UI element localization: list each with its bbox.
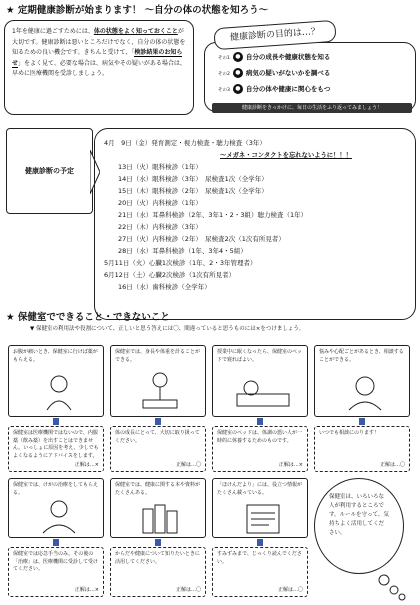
schedule-row: 20日（火）内科検診（1年） — [118, 199, 202, 207]
newsletter-icon — [243, 503, 283, 535]
bullet-icon: ● — [233, 84, 243, 94]
question-text: 「ほけんだより」には、役立つ情報がたくさん載っている。 — [217, 482, 303, 496]
arrow-down-icon — [257, 539, 263, 546]
goal-item — [218, 68, 330, 78]
answer-result: 正解は…× — [278, 461, 303, 468]
goal-text: 自分の体や健康に関心をもつ — [245, 85, 331, 93]
speech-bubble — [314, 478, 404, 574]
answer-result: 正解は…〇 — [175, 461, 201, 468]
goal-num: その2 — [218, 72, 230, 77]
schedule-row: 13日（火）眼科検診（1年） — [118, 163, 202, 171]
bullet-icon: ● — [233, 52, 243, 62]
arrow-down-icon — [257, 418, 263, 425]
answer-text: からだや健康について知りたいときに活用してください。 — [115, 551, 200, 565]
answer-result: 正解は…〇 — [379, 461, 405, 468]
answer-card — [8, 547, 104, 597]
question-card — [212, 478, 308, 538]
schedule-row: 5月11日（火）心臓1次検診（1年、2・3年管理者） — [104, 259, 257, 267]
question-text: 保健室では、健康に関する本や資料がたくさんある。 — [115, 482, 201, 496]
bubble-tail-icon — [378, 574, 408, 602]
books-icon — [137, 501, 185, 535]
answer-text: 保健室のベッドは、体調の悪い人が一時的に休養するためのものです。 — [217, 430, 303, 444]
answer-text: 保健室では応急手当のみ。その後の「治療」は、医療機関に受診して受けてください。 — [13, 551, 99, 572]
answer-result: 正解は…× — [74, 461, 99, 468]
page-title: ★ 定期健康診断が始まります！ ～自分の体の状態を知ろう～ — [6, 5, 269, 16]
answer-text: 保健室は医療機関ではないので、内服薬（飲み薬）を出すことはできません。いっしょに原因を考え、少しでもよくなるようにアドバイスをします。 — [13, 430, 99, 459]
goals-title: 健康診断の目的は…？ — [213, 20, 336, 50]
question-text: 授業中に眠くなったら、保健室のベッドで寝ればよい。 — [217, 349, 303, 363]
section-title: ★ 保健室でできること・できないこと — [6, 312, 170, 323]
schedule-row: 22日（木）内科検診（3年） — [118, 223, 202, 231]
bullet-icon: ● — [233, 68, 243, 78]
question-text: 保健室では、けがの治療をしてもらえる。 — [13, 482, 99, 496]
schedule-row: 28日（水）耳鼻科検診（1年、3年4・5組） — [118, 247, 247, 255]
goal-text: 自分の成長や健康状態を知る — [245, 53, 331, 61]
worried-person-icon — [343, 372, 387, 412]
goal-item — [218, 84, 330, 94]
intro-text-2: が大切です。健康診断は悪いところだけでなく、自分の体の状態を知るための良い機会です。きちんと受けて、「 — [12, 28, 186, 56]
schedule-row: 16日（水）歯科検診（全学年） — [118, 283, 211, 291]
answer-text: いつでも相談にのります！ — [319, 430, 380, 436]
goals-banner: 健康診断をきっかけに、毎日の生活をふり返ってみましょう！ — [212, 103, 412, 113]
schedule-row: 27日（火）内科検診（2年） 尿検査2次（1次有所見者） — [118, 235, 285, 243]
schedule-row: 21日（水）耳鼻科検診（2年、3年1・2・3組）聴力検査（1年） — [118, 211, 308, 219]
question-card — [8, 478, 104, 538]
question-text: お腹が痛いとき、保健室に行けば薬がもらえる。 — [13, 349, 98, 363]
sleeping-student-icon — [233, 374, 293, 410]
injured-person-icon — [37, 499, 81, 535]
question-card — [314, 345, 410, 417]
intro-box — [4, 20, 194, 115]
answer-text: すみずみまで、じっくり読んでください。 — [217, 551, 302, 565]
question-card — [110, 345, 206, 417]
intro-underline: 体の状態をよく知っておくこと — [93, 28, 178, 35]
schedule-row: 14日（水）眼科検診（3年） 尿検査1次（全学年） — [118, 175, 268, 183]
goal-text: 病気の疑いがないかを調べる — [245, 69, 331, 77]
answer-card — [212, 426, 308, 472]
question-text: 悩みや心配ごとがあるとき、相談することができる。 — [319, 349, 404, 363]
answer-card — [110, 426, 206, 472]
arrow-down-icon — [359, 418, 365, 425]
goal-item — [218, 52, 330, 62]
answer-card — [8, 426, 104, 472]
answer-card — [212, 547, 308, 597]
question-card — [8, 345, 104, 417]
schedule-label — [6, 128, 93, 214]
intro-text: 1年を健康に過ごすためには、 — [12, 28, 94, 35]
goal-num: その1 — [218, 56, 230, 61]
schedule-note: ～メガネ・コンタクトを忘れないように！！！ — [220, 152, 352, 159]
answer-result: 正解は…〇 — [175, 586, 201, 593]
arrow-down-icon — [53, 418, 59, 425]
person-stomachache-icon — [39, 374, 79, 412]
answer-text: 体の成長にとって、大切に取り扱ってください。 — [115, 430, 200, 444]
intro-bold: 検診結果のお知らせ — [12, 49, 183, 67]
answer-result: 正解は…〇 — [277, 586, 303, 593]
schedule-row: 15日（木）眼科検診（2年） 尿検査1次（全学年） — [118, 187, 268, 195]
answer-card — [110, 547, 206, 597]
arrow-down-icon — [53, 539, 59, 546]
question-text: 保健室では、身長や体重を計ることができる。 — [115, 349, 201, 363]
arrow-down-icon — [155, 539, 161, 546]
question-card — [110, 478, 206, 538]
arrow-down-icon — [155, 418, 161, 425]
schedule-row: 6月12日（土）心臓2次検診（1次有所見者） — [104, 271, 236, 279]
intro-text-3: 」をよく見て、必要な場合は、病気やその疑いがある場合は、早めに医療機関を受診しましょう。 — [12, 59, 186, 77]
section-intro: ▼ 保健室の利用法や役割について、正しいと思う答えには〇、間違っていると思うものには×をつけましょう。 — [30, 326, 305, 332]
scale-icon — [135, 370, 185, 412]
question-card — [212, 345, 308, 417]
answer-card — [314, 426, 410, 472]
schedule-row: 4月 9日（金）発育測定・視力検査・聴力検査（3年） — [104, 139, 266, 147]
schedule-label-text: 健康診断の予定 — [25, 167, 74, 175]
answer-result: 正解は…× — [74, 586, 99, 593]
bubble-text: 保健室は、いろいろな人が利用するところです。ルールを守って、気持ちよく活用してください。 — [329, 494, 389, 536]
goal-num: その3 — [218, 88, 230, 93]
